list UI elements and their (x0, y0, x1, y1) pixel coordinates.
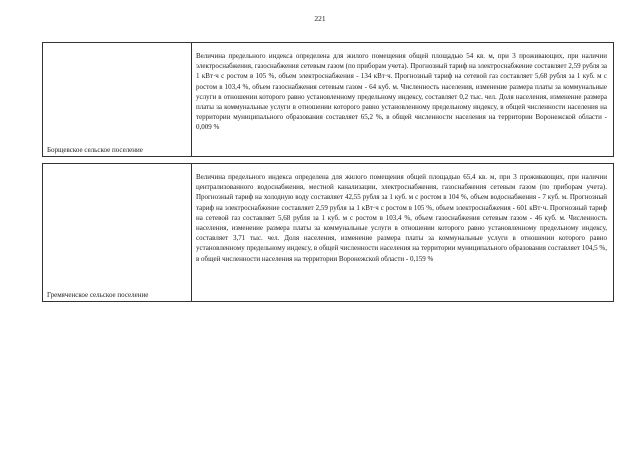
spacer-cell (43, 157, 192, 164)
table-spacer (43, 157, 614, 164)
settlement-description-cell (192, 43, 614, 157)
table-row (43, 43, 614, 157)
settlement-name: Гремяченское сельское поселение (47, 291, 149, 299)
settlement-description: Величина предельного индекса определена для жилого помещения общей площадью 54 кв. м, при 3 проживающих, при наличии электроснабжения, газоснабжения сетевым газом (по приборам учета). Прогнозный тариф на электроснабжение составляет 2,59 рубля за 1 кВт·ч с ростом в 105 %, объем электроснабжения - 134 кВт·ч. Прогнозный тариф на сетевой газ составляет 5,68 рубля за 1 куб. м с ростом в 103,4 %, объем газоснабжения сетевым газом - 64 куб. м. Численность населения, изменение размера платы за коммунальные услуги в отношении которого равно установленному предельному индексу, составляет 0,2 тыс. чел. Доля населения, изменение размера платы за коммунальные услуги в отношении которого равно установленному предельному индексу, в общей численности населения на территории муниципального образования составляет 65,2 %, в общей численности населения на территории Воронежской области - 0,009 % (196, 52, 607, 132)
table-row (43, 164, 614, 302)
settlement-description-cell (192, 164, 614, 302)
settlement-description: Величина предельного индекса определена для жилого помещения общей площадью 65,4 кв. м, при 3 проживающих, при наличии централизованного водоснабжения, местной канализации, электроснабжения, газоснабжения сетевым газом (по приборам учета). Прогнозный тариф на холодную воду составляет 42,55 рубля за 1 куб. м с ростом в 104 %, объем водоснабжения - 7 куб. м. Прогнозный тариф на электроснабжение составляет 2,59 рубля за 1 кВт·ч с ростом в 105 %, объем электроснабжения - 601 кВт·ч. Прогнозный тариф на сетевой газ составляет 5,68 рубля за 1 куб. м с ростом в 103,4 %, объем газоснабжения сетевым газом - 46 куб. м. Численность населения, изменение размера платы за коммунальные услуги в отношении которого равно установленному предельному индексу, составляет 3,71 тыс. чел. Доля населения, изменение размера платы за коммунальные услуги в отношении которого равно установленному предельному индексу, в общей численности населения на территории муниципального образования составляет 104,5 %, в общей численности населения на территории Воронежской области - 0,159 % (196, 173, 607, 263)
settlement-name: Борщевское сельское поселение (47, 146, 143, 154)
page-number: 221 (314, 14, 326, 23)
settlement-name-cell (43, 43, 192, 157)
spacer-cell (192, 157, 614, 164)
settlements-table (42, 42, 614, 302)
settlement-name-cell (43, 164, 192, 302)
